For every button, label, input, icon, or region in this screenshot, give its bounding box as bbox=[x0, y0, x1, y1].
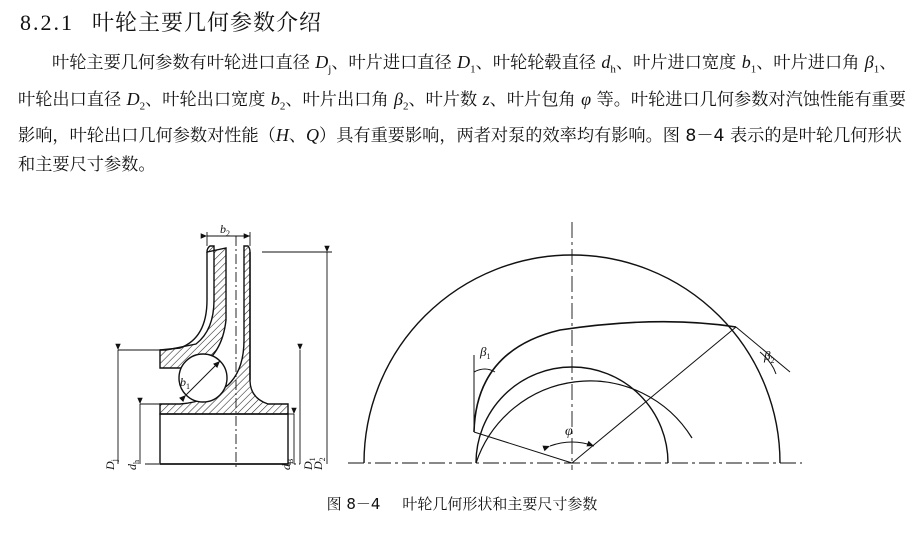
label-dB: $d_B$ bbox=[279, 458, 295, 470]
plan-view bbox=[348, 222, 802, 470]
symbol-D2: $D_2$ bbox=[126, 88, 146, 113]
para-text-9: 、叶片数 bbox=[408, 89, 483, 110]
label-b1: $b_1$ bbox=[180, 375, 190, 391]
para-text-10: 、叶片包角 bbox=[489, 89, 582, 110]
label-phi: φ bbox=[565, 424, 573, 439]
symbol-D1: $D_1$ bbox=[457, 52, 476, 76]
symbol-b1: $b_1$ bbox=[741, 52, 757, 76]
symbol-dh: $d_h$ bbox=[601, 52, 616, 76]
caption-number: 图 8－4 bbox=[326, 495, 381, 513]
para-text-5: 、叶片进口角 bbox=[756, 53, 865, 73]
figure-caption bbox=[0, 493, 924, 514]
label-beta1: $\beta_1$ bbox=[480, 344, 491, 361]
symbol-beta1: $\beta_1$ bbox=[864, 52, 880, 76]
label-D2: $D_2$ bbox=[311, 457, 327, 470]
symbol-H: H bbox=[275, 125, 289, 146]
section-title: 叶轮主要几何参数介绍 bbox=[92, 11, 323, 36]
para-text-4: 、叶片进口宽度 bbox=[615, 53, 742, 73]
para-text-2: 、叶片进口直径 bbox=[331, 53, 458, 73]
label-beta2: $\beta_2$ bbox=[764, 348, 775, 365]
label-b2: $b_2$ bbox=[220, 222, 230, 238]
symbol-z: z bbox=[482, 88, 490, 109]
section-number: 8.2.1 bbox=[20, 10, 74, 35]
radius-line-2 bbox=[474, 432, 572, 463]
symbol-b2: $b_2$ bbox=[270, 88, 286, 113]
symbol-Dj: $D_j$ bbox=[315, 52, 332, 76]
para-text-12: 、 bbox=[288, 126, 307, 147]
blade-curve bbox=[474, 322, 736, 432]
label-Dj: $D_j$ bbox=[103, 459, 119, 470]
para-text-11: 等。叶轮进口几何参数对汽蚀性能有重要影响，叶轮出口几何参数对性能（ bbox=[18, 89, 906, 147]
symbol-phi: φ bbox=[581, 88, 592, 109]
para-text-13: ）具有重要影响，两者对泵的效率均有影响。图 8－4 表示的是叶轮几何形状和主要尺寸参数。 bbox=[18, 126, 902, 176]
label-D1: $D_1$ bbox=[301, 457, 317, 470]
para-text-6: 、叶轮出口直径 bbox=[18, 53, 897, 110]
shaft-bore bbox=[160, 414, 288, 464]
radius-line-1 bbox=[572, 327, 736, 463]
middle-circle-D1 bbox=[476, 381, 692, 463]
para-text-7: 、叶轮出口宽度 bbox=[145, 89, 271, 110]
symbol-beta2: $\beta_2$ bbox=[393, 88, 409, 113]
para-text-8: 、叶片出口角 bbox=[285, 89, 394, 110]
caption-text: 叶轮几何形状和主要尺寸参数 bbox=[402, 495, 598, 513]
tangent-line bbox=[736, 327, 790, 372]
symbol-Q: Q bbox=[306, 125, 320, 146]
label-dh: $d_h$ bbox=[125, 460, 141, 470]
para-text-3: 、叶轮轮毂直径 bbox=[475, 53, 602, 73]
right-labels bbox=[479, 344, 774, 439]
meridional-section bbox=[145, 236, 300, 470]
para-text-1: 叶轮主要几何参数有叶轮进口直径 bbox=[52, 53, 316, 73]
